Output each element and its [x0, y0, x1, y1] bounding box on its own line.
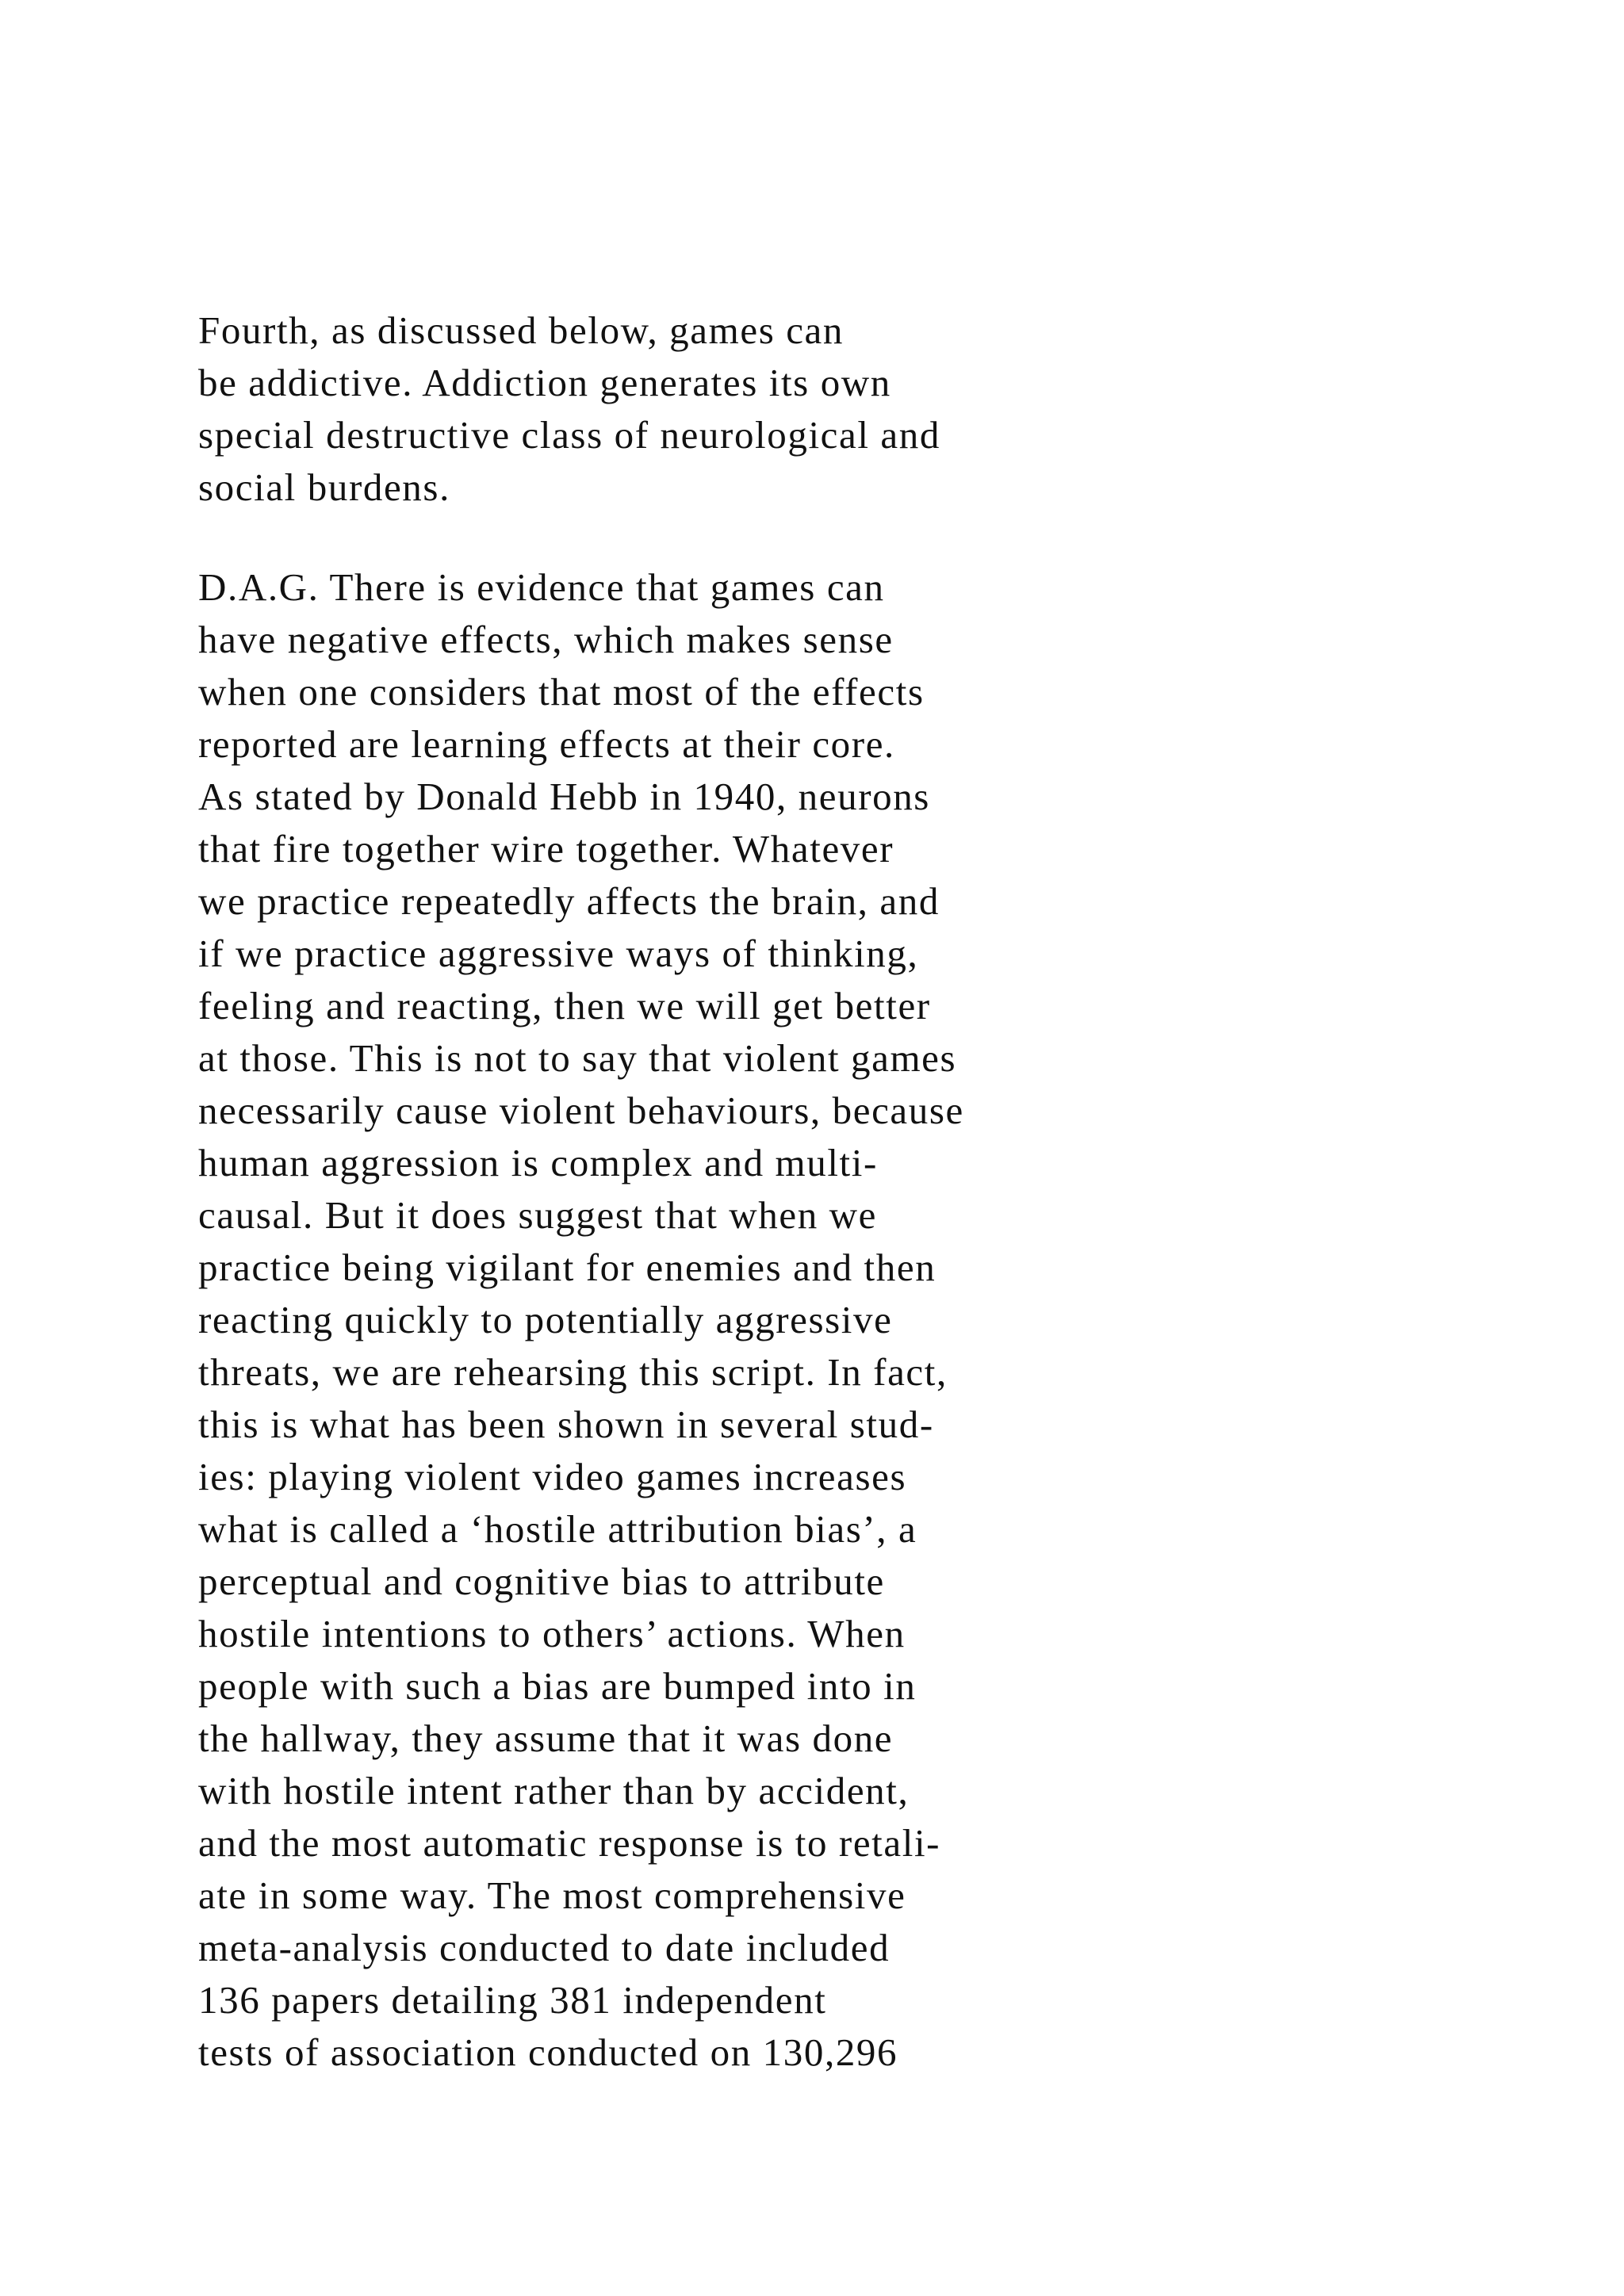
text-line: perceptual and cognitive bias to attribute	[198, 1559, 885, 1603]
text-line: threats, we are rehearsing this script. In fact,	[198, 1350, 948, 1394]
text-line: we practice repeatedly affects the brain, and	[198, 879, 940, 923]
text-line: practice being vigilant for enemies and then	[198, 1246, 936, 1289]
text-line: necessarily cause violent behaviours, because	[198, 1089, 964, 1132]
text-line: what is called a ‘hostile attribution bias’, a	[198, 1507, 917, 1551]
text-line: reported are learning effects at their core.	[198, 722, 895, 766]
text-line: with hostile intent rather than by accident,	[198, 1769, 910, 1812]
text-line: meta-analysis conducted to date included	[198, 1926, 891, 1969]
text-line: Fourth, as discussed below, games can	[198, 308, 845, 352]
text-line: if we practice aggressive ways of thinking,	[198, 932, 919, 975]
text-line: causal. But it does suggest that when we	[198, 1193, 878, 1237]
text-line: reacting quickly to potentially aggressive	[198, 1298, 893, 1341]
text-line: As stated by Donald Hebb in 1940, neurons	[198, 775, 930, 818]
text-line: hostile intentions to others’ actions. When	[198, 1612, 906, 1655]
text-line: that fire together wire together. Whatever	[198, 827, 894, 871]
text-line: human aggression is complex and multi-	[198, 1141, 878, 1184]
text-line: tests of association conducted on 130,296	[198, 2030, 898, 2074]
text-line: the hallway, they assume that it was done	[198, 1716, 894, 1760]
text-line: special destructive class of neurological and	[198, 413, 940, 457]
text-line: this is what has been shown in several stud-	[198, 1402, 934, 1446]
text-line: social burdens.	[198, 465, 450, 509]
text-line: have negative effects, which makes sense	[198, 618, 894, 661]
text-line: D.A.G. There is evidence that games can	[198, 565, 885, 609]
text-line: when one considers that most of the effects	[198, 670, 925, 714]
text-line: ate in some way. The most comprehensive	[198, 1873, 906, 1917]
text-line: 136 papers detailing 381 independent	[198, 1978, 827, 2022]
text-line: at those. This is not to say that violent games	[198, 1036, 957, 1080]
text-line: ies: playing violent video games increases	[198, 1455, 907, 1498]
paragraph-fourth-addiction	[198, 304, 1388, 514]
text-line: feeling and reacting, then we will get better	[198, 984, 931, 1027]
paragraph-dag-response	[198, 561, 1388, 2079]
text-line: be addictive. Addiction generates its own	[198, 361, 891, 404]
text-line: and the most automatic response is to retali-	[198, 1821, 941, 1865]
text-line: people with such a bias are bumped into in	[198, 1664, 917, 1708]
